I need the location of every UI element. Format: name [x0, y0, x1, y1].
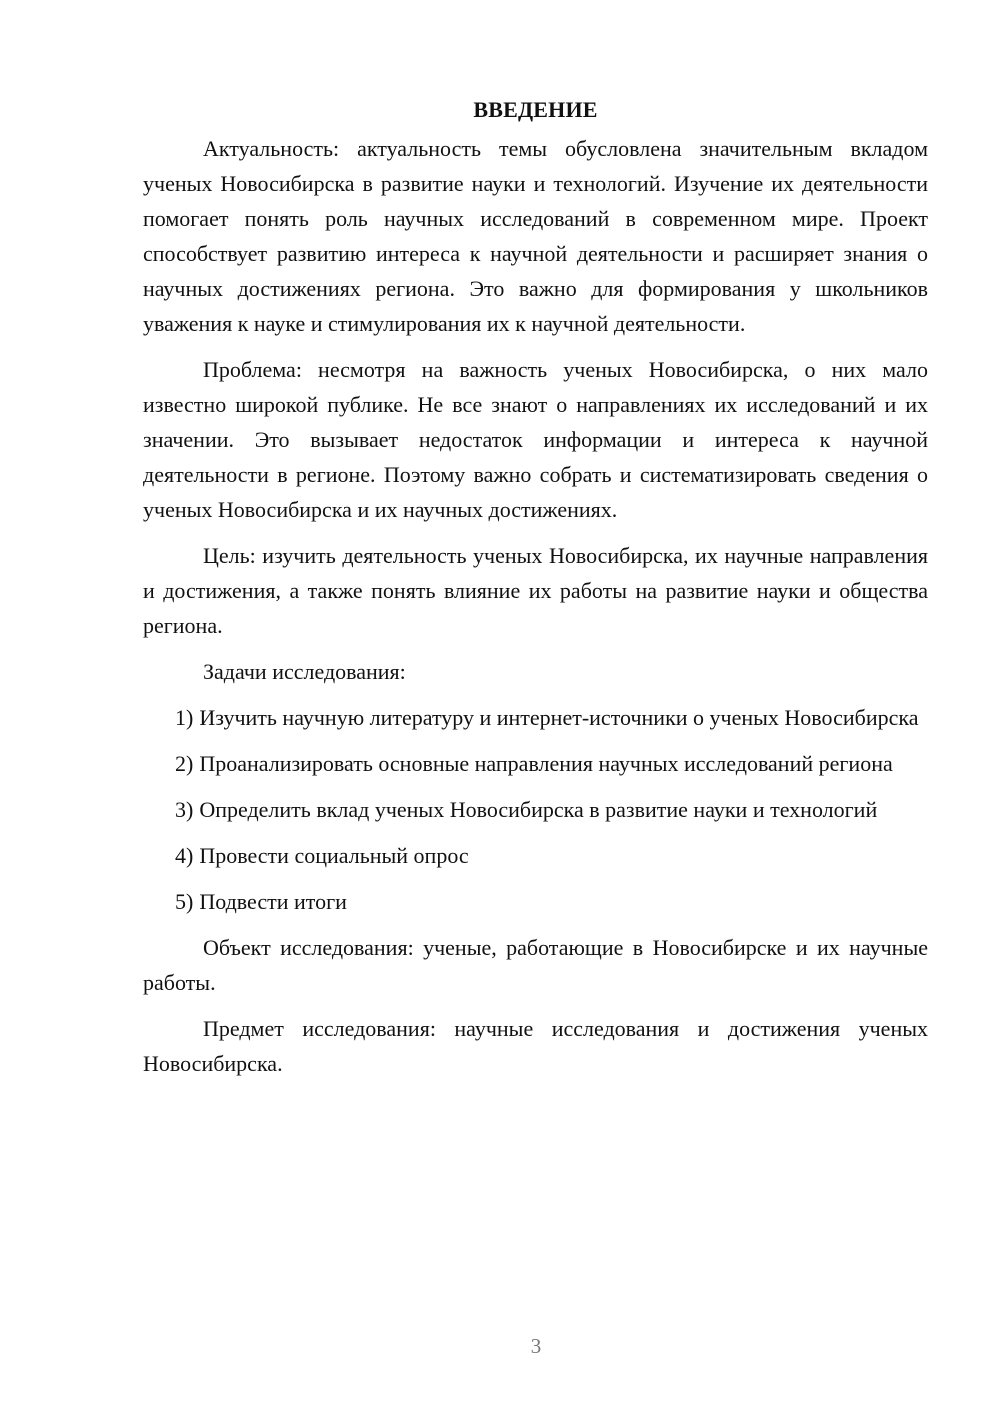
- task-number: 2): [175, 751, 194, 776]
- tasks-heading: Задачи исследования:: [203, 659, 406, 684]
- subject-paragraph: Предмет исследования: научные исследования и достижения ученых Новосибирска.: [143, 1016, 928, 1076]
- task-item-3: [143, 792, 928, 827]
- relevance-paragraph: Актуальность: актуальность темы обусловлена значительным вкладом ученых Новосибирска в развитие науки и технологий. Изучение их деятельности помогает понять роль научных исследований в современном мире. Проект способствует развитию интереса к научной деятельности и расширяет знания о научных достижениях региона. Это важно для формирования у школьников уважения к науке и стимулирования их к научной деятельности.: [143, 136, 928, 336]
- task-text: Проанализировать основные направления научных исследований региона: [199, 751, 893, 776]
- task-number: 4): [175, 843, 194, 868]
- task-text: Определить вклад ученых Новосибирска в развитие науки и технологий: [199, 797, 878, 822]
- task-text: Провести социальный опрос: [199, 843, 469, 868]
- goal-paragraph: Цель: изучить деятельность ученых Новосибирска, их научные направления и достижения, а также понять влияние их работы на развитие науки и общества региона.: [143, 543, 928, 638]
- task-item-1: [143, 700, 928, 735]
- section-heading: ВВЕДЕНИЕ: [473, 97, 598, 122]
- document-body: [143, 92, 928, 1092]
- task-number: 5): [175, 889, 194, 914]
- task-text: Подвести итоги: [199, 889, 347, 914]
- task-item-5: [143, 884, 928, 919]
- task-number: 1): [175, 705, 194, 730]
- task-item-2: [143, 746, 928, 781]
- page-number: 3: [530, 1334, 542, 1358]
- task-item-4: [143, 838, 928, 873]
- problem-paragraph: Проблема: несмотря на важность ученых Новосибирска, о них мало известно широкой публике. Не все знают о направлениях их исследований и их значении. Это вызывает недостаток информации и интереса к научной деятельности в регионе. Поэтому важно собрать и систематизировать сведения о ученых Новосибирска и их научных достижениях.: [143, 357, 928, 522]
- object-paragraph: Объект исследования: ученые, работающие в Новосибирске и их научные работы.: [143, 935, 928, 995]
- task-number: 3): [175, 797, 194, 822]
- task-text: Изучить научную литературу и интернет-источники о ученых Новосибирска: [199, 705, 919, 730]
